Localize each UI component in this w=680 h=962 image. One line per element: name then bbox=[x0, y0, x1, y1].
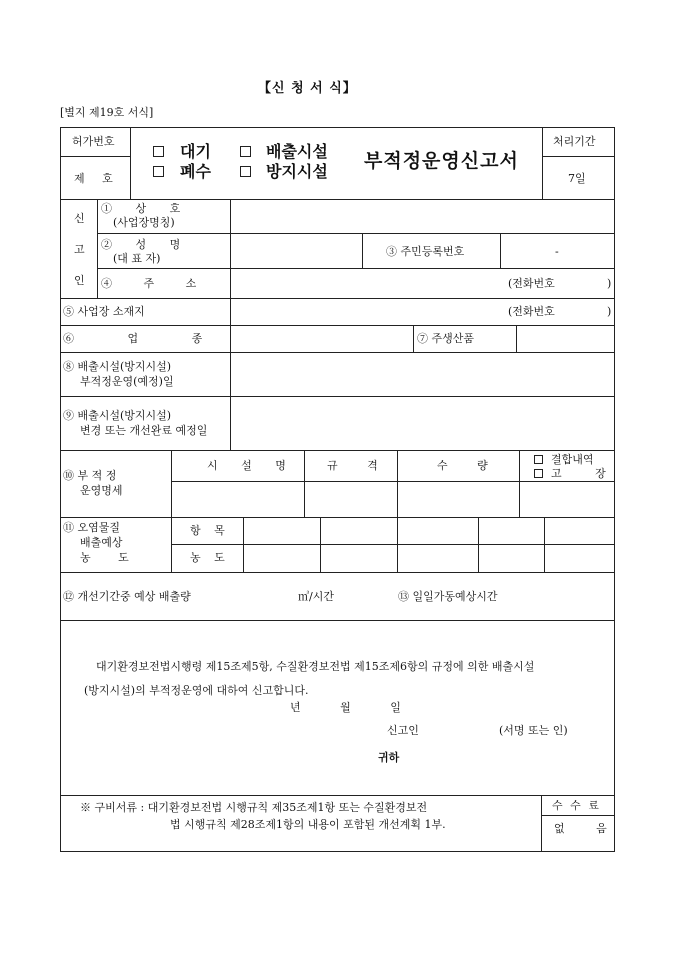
industry-field[interactable] bbox=[232, 327, 411, 350]
divider bbox=[60, 795, 615, 796]
emission-facility-checkbox[interactable] bbox=[240, 146, 251, 157]
divider bbox=[230, 352, 231, 450]
permit-no-label: 허가번호 bbox=[72, 135, 115, 148]
quantity-field[interactable] bbox=[399, 483, 517, 515]
resident-number-value: - bbox=[555, 245, 559, 258]
divider bbox=[542, 127, 543, 199]
divider bbox=[60, 517, 615, 518]
fee-value: 없 음 bbox=[554, 822, 607, 835]
divider bbox=[516, 325, 517, 352]
processing-period-label: 처리기간 bbox=[553, 135, 596, 148]
divider bbox=[60, 396, 615, 397]
pollutant-item-label: 항 목 bbox=[190, 524, 225, 537]
spec-field[interactable] bbox=[306, 483, 395, 515]
pollutant-sublabel: 배출예상 bbox=[80, 536, 123, 549]
site-phone-label: (전화번호 bbox=[508, 305, 555, 318]
representative-label: ② 성 명 bbox=[101, 238, 181, 251]
divider bbox=[519, 450, 520, 517]
divider bbox=[130, 127, 131, 199]
site-location-field[interactable] bbox=[232, 300, 502, 323]
divider bbox=[362, 233, 363, 268]
business-name-field[interactable] bbox=[232, 201, 613, 231]
facility-name-field[interactable] bbox=[173, 483, 302, 515]
divider bbox=[171, 544, 615, 545]
spec-header: 규 격 bbox=[327, 459, 378, 472]
prevention-facility-checkbox[interactable] bbox=[240, 166, 251, 177]
divider bbox=[97, 199, 98, 298]
business-name-label: ① 상 호 bbox=[101, 202, 181, 215]
divider bbox=[171, 450, 172, 517]
no-label: 제 호 bbox=[74, 172, 113, 185]
divider bbox=[60, 199, 615, 200]
processing-period-value: 7일 bbox=[568, 172, 586, 185]
pollutant-item-fields[interactable] bbox=[245, 519, 613, 542]
expected-emission-label: ⑫ 개선기간중 예상 배출량 bbox=[63, 590, 191, 603]
divider bbox=[97, 233, 615, 234]
required-documents-text: ※ 구비서류 : 대기환경보전법 시행규칙 제35조제1항 또는 수질환경보전 bbox=[80, 801, 428, 814]
address-phone-label: (전화번호 bbox=[508, 277, 555, 290]
failure-option-label: 고 장 bbox=[551, 467, 606, 480]
defect-checkbox[interactable] bbox=[534, 455, 543, 464]
address-phone-close: ) bbox=[607, 277, 612, 290]
improper-operation-sublabel: 부적정운영(예정)일 bbox=[80, 375, 174, 388]
divider bbox=[171, 517, 172, 572]
main-product-field[interactable] bbox=[518, 327, 613, 350]
improper-operation-label: ⑧ 배출시설(방지시설) bbox=[63, 360, 172, 373]
fee-label: 수 수 료 bbox=[552, 799, 599, 812]
failure-checkbox[interactable] bbox=[534, 469, 543, 478]
divider bbox=[542, 156, 615, 157]
applicant-side-label: 신 bbox=[74, 212, 85, 225]
pollutant-sublabel: 농 도 bbox=[80, 551, 129, 564]
divider bbox=[60, 450, 615, 451]
representative-field[interactable] bbox=[232, 235, 360, 266]
resident-number-field[interactable] bbox=[502, 235, 613, 266]
divider bbox=[397, 450, 398, 517]
address-field[interactable] bbox=[232, 270, 502, 296]
signer-label: 신고인 bbox=[387, 724, 419, 737]
prevention-facility-option-label: 방지시설 bbox=[266, 162, 328, 181]
divider bbox=[60, 572, 615, 573]
business-name-sublabel: (사업장명칭) bbox=[113, 216, 175, 229]
completion-date-sublabel: 변경 또는 개선완료 예정일 bbox=[80, 424, 208, 437]
divider bbox=[541, 815, 615, 816]
completion-date-label: ⑨ 배출시설(방지시설) bbox=[63, 409, 172, 422]
divider bbox=[171, 481, 615, 482]
representative-sublabel: (대 표 자) bbox=[113, 252, 161, 265]
details-label: ⑩ 부 적 정 bbox=[63, 469, 117, 482]
divider bbox=[60, 352, 615, 353]
daily-operation-field[interactable] bbox=[520, 576, 612, 616]
divider bbox=[541, 795, 542, 852]
applicant-side-label: 인 bbox=[74, 274, 85, 287]
declaration-text: (방지시설)의 부적정운영에 대하여 신고합니다. bbox=[84, 684, 309, 697]
applicant-side-label: 고 bbox=[74, 243, 85, 256]
signature-hint: (서명 또는 인) bbox=[499, 724, 568, 737]
divider bbox=[304, 450, 305, 517]
quantity-header: 수 량 bbox=[437, 459, 488, 472]
daily-operation-label: ⑬ 일일가동예상시간 bbox=[398, 590, 498, 603]
addressee-label: 귀하 bbox=[378, 751, 400, 764]
form-number: [별지 제19호 서식] bbox=[60, 106, 154, 119]
divider bbox=[60, 156, 130, 157]
emission-unit: ㎥/시간 bbox=[298, 590, 334, 603]
main-product-label: ⑦ 주생산품 bbox=[417, 332, 475, 345]
divider bbox=[60, 325, 615, 326]
air-option-label: 대기 bbox=[180, 142, 211, 161]
wastewater-checkbox[interactable] bbox=[153, 166, 164, 177]
divider bbox=[97, 268, 615, 269]
emission-facility-option-label: 배출시설 bbox=[266, 142, 328, 161]
required-documents-text: 법 시행규칙 제28조제1항의 내용이 포함된 개선계획 1부. bbox=[170, 818, 446, 831]
signer-field[interactable] bbox=[430, 718, 494, 740]
improper-operation-date-field[interactable] bbox=[232, 354, 613, 394]
divider bbox=[60, 298, 615, 299]
divider bbox=[500, 233, 501, 268]
details-sublabel: 운영명세 bbox=[80, 484, 123, 497]
declaration-text: 대기환경보전법시행령 제15조제5항, 수질환경보전법 제15조제6항의 규정에 의한 배출시설 bbox=[96, 660, 535, 673]
pollutant-concentration-fields[interactable] bbox=[245, 546, 613, 570]
site-phone-close: ) bbox=[607, 305, 612, 318]
resident-number-label: ③ 주민등록번호 bbox=[386, 245, 465, 258]
document-title: 부적정운영신고서 bbox=[364, 150, 519, 172]
expected-emission-field[interactable] bbox=[232, 576, 292, 616]
air-checkbox[interactable] bbox=[153, 146, 164, 157]
divider bbox=[413, 325, 414, 352]
divider bbox=[243, 517, 244, 572]
date-line: 년 월 일 bbox=[290, 701, 401, 714]
pollutant-concentration-label: 농 도 bbox=[190, 551, 225, 564]
industry-label: ⑥ 업 종 bbox=[63, 332, 203, 345]
divider bbox=[60, 620, 615, 621]
wastewater-option-label: 폐수 bbox=[180, 162, 211, 181]
address-label: ④ 주 소 bbox=[101, 277, 197, 290]
completion-date-field[interactable] bbox=[232, 398, 613, 448]
defect-option-label: 결합내역 bbox=[551, 453, 594, 466]
pollutant-label: ⑪ 오염물질 bbox=[63, 521, 121, 534]
site-location-label: ⑤ 사업장 소재지 bbox=[63, 305, 145, 318]
facility-name-header: 시 설 명 bbox=[207, 459, 296, 472]
form-title: 【신 청 서 식】 bbox=[258, 81, 357, 96]
